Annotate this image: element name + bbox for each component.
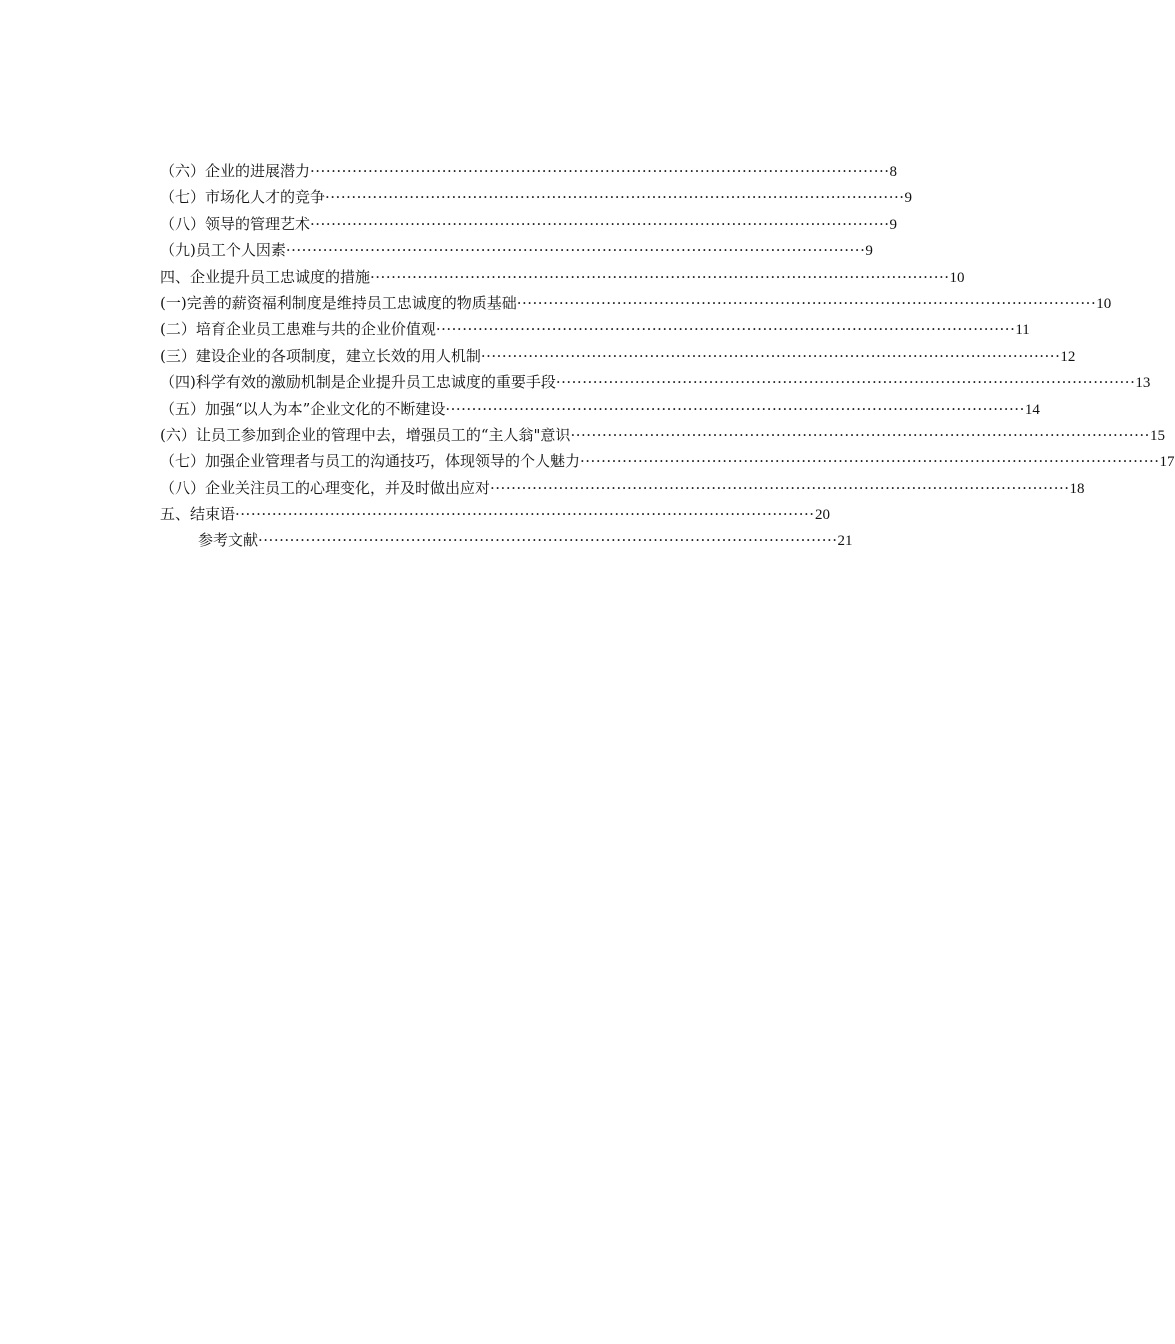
toc-entry-page: 11: [1015, 322, 1030, 339]
toc-entry[interactable]: [160, 237, 873, 263]
toc-entry[interactable]: [160, 422, 1165, 448]
dot-leader: ··············································································································: [325, 188, 905, 207]
dot-leader: ··············································································································: [480, 346, 1061, 365]
toc-entry[interactable]: [160, 501, 830, 527]
toc-entry[interactable]: [160, 316, 1030, 342]
toc-entry[interactable]: [160, 448, 1175, 474]
dot-leader: ··············································································································: [555, 373, 1136, 392]
toc-entry-page: 8: [889, 164, 898, 180]
toc-entry[interactable]: [160, 211, 898, 237]
toc-entry-page: 9: [865, 243, 873, 260]
toc-entry-page: 20: [815, 507, 830, 524]
toc-entry[interactable]: [160, 290, 1112, 316]
toc-entry-label: （六）企业的进展潜力: [160, 162, 311, 180]
dot-leader: ··············································································································: [370, 267, 950, 286]
dot-leader: ··············································································································: [285, 241, 866, 260]
toc-entry-label: (一)完善的薪资福利制度是维持员工忠诚度的物质基础: [160, 293, 517, 312]
toc-entry-page: 9: [904, 190, 913, 207]
toc-entry-label: 参考文献: [198, 531, 259, 550]
dot-leader: ··············································································································: [435, 320, 1016, 339]
toc-entry-page: 13: [1135, 375, 1151, 392]
toc-entry[interactable]: [160, 527, 853, 553]
toc-entry-label: （七）加强企业管理者与员工的沟通技巧，体现领导的个人魅力: [160, 452, 581, 471]
toc-entry-page: 21: [837, 533, 853, 550]
toc-entry-page: 10: [1096, 295, 1112, 312]
dot-leader: ··············································································································: [258, 531, 838, 550]
toc-entry-label: （四)科学有效的激励机制是企业提升员工忠诚度的重要手段: [160, 373, 556, 392]
toc-entry-label: 五、结束语: [160, 505, 236, 524]
toc-entry-page: 9: [889, 216, 898, 233]
toc-entry-page: 18: [1069, 480, 1085, 497]
toc-entry-label: 四、企业提升员工忠诚度的措施: [160, 267, 371, 286]
dot-leader: ··············································································································: [570, 425, 1150, 444]
dot-leader: ··············································································································: [580, 452, 1160, 471]
toc-entry-label: （五）加强“以人为本”企业文化的不断建设: [160, 399, 446, 418]
toc-entry-page: 12: [1060, 348, 1076, 365]
toc-entry-label: （七）市场化人才的竞争: [160, 188, 326, 207]
toc-entry[interactable]: [160, 184, 913, 210]
dot-leader: ··············································································································: [235, 505, 815, 524]
dot-leader: ··············································································································: [490, 478, 1070, 497]
toc-entry[interactable]: [160, 343, 1076, 369]
toc-entry[interactable]: [160, 264, 965, 290]
toc-entry-page: 10: [949, 269, 965, 286]
toc-entry[interactable]: [160, 158, 898, 184]
table-of-contents: [160, 158, 1175, 554]
toc-entry-label: (六）让员工参加到企业的管理中去，增强员工的“主人翁"意识: [160, 425, 571, 444]
toc-entry-label: (二）培育企业员工患难与共的企业价值观: [160, 320, 436, 339]
toc-entry-page: 14: [1024, 401, 1040, 418]
dot-leader: ··············································································································: [310, 162, 890, 180]
dot-leader: ··············································································································: [310, 214, 890, 233]
toc-entry[interactable]: [160, 369, 1151, 395]
toc-entry-label: （九)员工个人因素: [160, 241, 286, 260]
toc-entry[interactable]: [160, 475, 1085, 501]
toc-entry-page: 17: [1159, 454, 1175, 471]
toc-entry-label: （八）企业关注员工的心理变化，并及时做出应对: [160, 478, 491, 497]
toc-entry[interactable]: [160, 396, 1040, 422]
dot-leader: ··············································································································: [516, 293, 1097, 312]
toc-entry-label: (三）建设企业的各项制度，建立长效的用人机制: [160, 346, 481, 365]
toc-entry-label: （八）领导的管理艺术: [160, 214, 311, 233]
toc-entry-page: 15: [1149, 427, 1165, 444]
dot-leader: ··············································································································: [445, 399, 1025, 418]
